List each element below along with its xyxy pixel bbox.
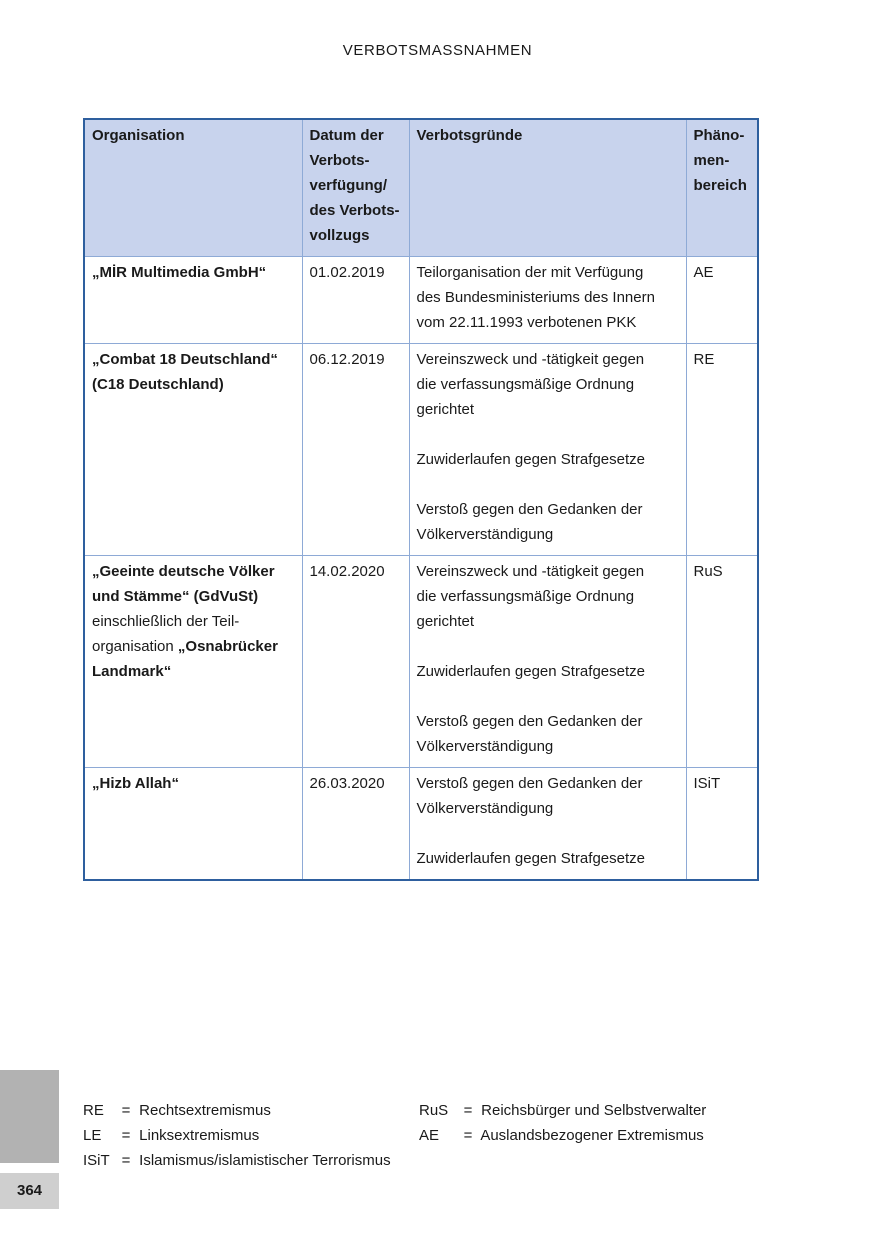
table-body bbox=[84, 257, 758, 881]
date-cell: 14.02.2020 bbox=[302, 556, 409, 768]
reason-line: Zuwiderlaufen gegen Strafgesetze bbox=[416, 451, 645, 468]
reasons-cell bbox=[409, 257, 686, 344]
area-cell: AE bbox=[686, 257, 758, 344]
date-cell: 01.02.2019 bbox=[302, 257, 409, 344]
reason-line: vom 22.11.1993 verbotenen PKK bbox=[416, 314, 637, 331]
header-organisation bbox=[84, 119, 302, 257]
reason-line: Völkerverständigung bbox=[416, 526, 554, 543]
paragraph-gap bbox=[417, 684, 679, 709]
header-line: Verbotsgründe bbox=[416, 127, 523, 144]
header-area bbox=[686, 119, 758, 257]
reasons-cell bbox=[409, 344, 686, 556]
header-line: Verbots- bbox=[309, 152, 370, 169]
legend-meaning: Linksextremismus bbox=[135, 1127, 260, 1144]
legend-abbr: AE bbox=[419, 1127, 440, 1144]
legend-item bbox=[419, 1098, 706, 1123]
legend-equals: = bbox=[121, 1127, 131, 1144]
header-line: Organisation bbox=[92, 127, 185, 144]
reason-line: gerichtet bbox=[416, 401, 475, 418]
reason-line: Vereinszweck und -tätigkeit gegen bbox=[416, 351, 645, 368]
organisation-text: Landmark“ bbox=[92, 663, 172, 680]
page-number: 364 bbox=[0, 1173, 59, 1209]
legend-meaning: Reichsbürger und Selbstverwalter bbox=[477, 1102, 707, 1119]
legend-left bbox=[83, 1098, 391, 1173]
reason-line: Völkerverständigung bbox=[416, 800, 554, 817]
reason-line: Völkerverständigung bbox=[416, 738, 554, 755]
table-row bbox=[84, 257, 758, 344]
organisation-cell bbox=[84, 257, 302, 344]
table-row bbox=[84, 768, 758, 881]
reason-line: gerichtet bbox=[416, 613, 475, 630]
legend-meaning: Rechtsextremismus bbox=[135, 1102, 271, 1119]
legend-abbr: RuS bbox=[419, 1102, 449, 1119]
table-row bbox=[84, 556, 758, 768]
organisation-text: und Stämme“ (GdVuSt) bbox=[92, 588, 259, 605]
paragraph-gap bbox=[417, 634, 679, 659]
legend-equals: = bbox=[463, 1102, 473, 1119]
date-cell: 26.03.2020 bbox=[302, 768, 409, 881]
header-reasons bbox=[409, 119, 686, 257]
organisation-text: organisation bbox=[92, 638, 178, 655]
legend-meaning: Auslandsbezogener Extremismus bbox=[477, 1127, 704, 1144]
header-date bbox=[302, 119, 409, 257]
reasons-cell bbox=[409, 556, 686, 768]
date-cell: 06.12.2019 bbox=[302, 344, 409, 556]
paragraph-gap bbox=[417, 472, 679, 497]
header-line: Phäno- bbox=[693, 127, 745, 144]
organisation-text: „MİR Multimedia GmbH“ bbox=[92, 264, 267, 281]
organisation-cell bbox=[84, 344, 302, 556]
legend-abbr: RE bbox=[83, 1102, 104, 1119]
organisation-text: (C18 Deutschland) bbox=[92, 376, 224, 393]
running-title: VERBOTSMASSNAHMEN bbox=[342, 42, 533, 59]
reason-line: Verstoß gegen den Gedanken der bbox=[416, 775, 643, 792]
organisation-text: „Hizb Allah“ bbox=[92, 775, 179, 792]
header-line: Datum der bbox=[309, 127, 384, 144]
reason-line: Zuwiderlaufen gegen Strafgesetze bbox=[416, 663, 645, 680]
paragraph-gap bbox=[417, 821, 679, 846]
reason-line: die verfassungsmäßige Ordnung bbox=[416, 588, 635, 605]
legend-equals: = bbox=[121, 1102, 131, 1119]
reason-line: Teilorganisation der mit Verfügung bbox=[416, 264, 644, 281]
header-line: des Verbots- bbox=[309, 202, 400, 219]
legend-right bbox=[419, 1098, 706, 1148]
header-line: verfügung/ bbox=[309, 177, 387, 194]
area-cell: RuS bbox=[686, 556, 758, 768]
legend-item bbox=[83, 1123, 391, 1148]
organisation-text: „Osnabrücker bbox=[177, 638, 278, 655]
table-header-row bbox=[84, 119, 758, 257]
organisation-text: „Geeinte deutsche Völker bbox=[92, 563, 275, 580]
legend-item bbox=[83, 1098, 391, 1123]
reasons-cell bbox=[409, 768, 686, 881]
bans-table bbox=[83, 118, 759, 881]
reason-line: Vereinszweck und -tätigkeit gegen bbox=[416, 563, 645, 580]
reason-line: die verfassungsmäßige Ordnung bbox=[416, 376, 635, 393]
legend-meaning: Islamismus/islamistischer Terrorismus bbox=[135, 1152, 391, 1169]
legend-equals: = bbox=[121, 1152, 131, 1169]
legend-abbr: ISiT bbox=[83, 1152, 110, 1169]
header-line: men- bbox=[693, 152, 730, 169]
reason-line: Zuwiderlaufen gegen Strafgesetze bbox=[416, 850, 645, 867]
paragraph-gap bbox=[417, 422, 679, 447]
legend-item bbox=[419, 1123, 706, 1148]
area-cell: RE bbox=[686, 344, 758, 556]
header-line: bereich bbox=[693, 177, 747, 194]
header-line: vollzugs bbox=[309, 227, 370, 244]
reason-line: Verstoß gegen den Gedanken der bbox=[416, 713, 643, 730]
page-tab-marker bbox=[0, 1070, 59, 1163]
organisation-text: „Combat 18 Deutschland“ bbox=[92, 351, 278, 368]
organisation-cell bbox=[84, 556, 302, 768]
organisation-cell bbox=[84, 768, 302, 881]
legend-item bbox=[83, 1148, 391, 1173]
reason-line: des Bundesministeriums des Innern bbox=[416, 289, 655, 306]
legend-abbr: LE bbox=[83, 1127, 102, 1144]
reason-line: Verstoß gegen den Gedanken der bbox=[416, 501, 643, 518]
table-row bbox=[84, 344, 758, 556]
organisation-text: einschließlich der Teil- bbox=[92, 613, 240, 630]
legend-equals: = bbox=[463, 1127, 473, 1144]
area-cell: ISiT bbox=[686, 768, 758, 881]
